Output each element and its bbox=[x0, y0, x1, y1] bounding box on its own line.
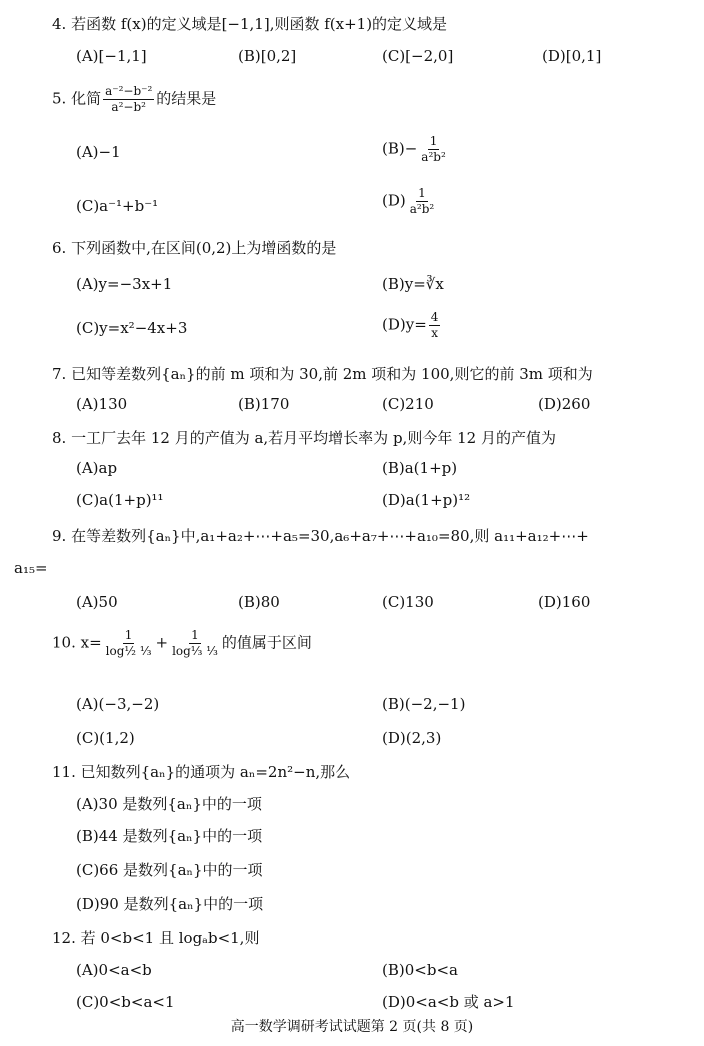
q6-option-d-den: x bbox=[431, 326, 438, 340]
q5-option-d-num: 1 bbox=[418, 186, 426, 200]
q7-stem: 7. 已知等差数列{aₙ}的前 m 项和为 30,前 2m 项和为 100,则它的前 3m 项和为 bbox=[52, 365, 593, 383]
q5-option-d-den: a²b² bbox=[409, 202, 435, 216]
q8-option-a: (A)ap bbox=[76, 459, 118, 477]
q12-option-c: (C)0<b<a<1 bbox=[76, 993, 175, 1011]
q10-stem bbox=[52, 628, 312, 659]
q5-option-b bbox=[382, 134, 450, 165]
q5-option-b-den: a²b² bbox=[421, 150, 446, 164]
q10-frac-1-den: log½ ⅓ bbox=[105, 644, 152, 658]
q10-frac-2 bbox=[170, 628, 220, 659]
q6-option-a: (A)y=−3x+1 bbox=[76, 275, 173, 293]
q12-option-b: (B)0<b<a bbox=[382, 961, 458, 979]
q6-option-d-num: 4 bbox=[430, 310, 439, 324]
q10-plus: + bbox=[155, 633, 169, 652]
q11-stem: 11. 已知数列{aₙ}的通项为 aₙ=2n²−n,那么 bbox=[52, 763, 351, 781]
q4-option-d: (D)[0,1] bbox=[542, 47, 602, 65]
q5-stem-suffix: 的结果是 bbox=[156, 89, 217, 108]
q10-suffix: 的值属于区间 bbox=[221, 633, 312, 652]
q5-option-d-frac bbox=[408, 186, 436, 217]
q5-frac-num: a⁻²−b⁻² bbox=[105, 84, 153, 98]
q6-option-b: (B)y=∛x bbox=[382, 275, 444, 293]
q5-stem-prefix: 5. 化简 bbox=[52, 89, 102, 108]
q5-option-b-prefix: (B)− bbox=[382, 139, 418, 158]
q10-frac-1 bbox=[104, 628, 154, 659]
q10-option-d: (D)(2,3) bbox=[382, 729, 442, 747]
q6-option-d-prefix: (D)y= bbox=[382, 315, 427, 334]
q8-option-d: (D)a(1+p)¹² bbox=[382, 491, 471, 509]
q10-prefix: 10. x= bbox=[52, 633, 102, 652]
q5-option-b-num: 1 bbox=[429, 134, 438, 148]
q5-option-c: (C)a⁻¹+b⁻¹ bbox=[76, 197, 159, 215]
q5-stem bbox=[52, 84, 216, 115]
q4-option-a: (A)[−1,1] bbox=[76, 47, 147, 65]
q12-stem: 12. 若 0<b<1 且 logₐb<1,则 bbox=[52, 929, 260, 947]
q5-option-d-prefix: (D) bbox=[382, 191, 406, 210]
q6-option-c: (C)y=x²−4x+3 bbox=[76, 319, 188, 337]
q11-option-a: (A)30 是数列{aₙ}中的一项 bbox=[76, 795, 262, 813]
q7-option-d: (D)260 bbox=[538, 395, 591, 413]
q5-option-a: (A)−1 bbox=[76, 143, 121, 161]
q9-stem-continued: a₁₅= bbox=[14, 559, 48, 577]
q5-option-b-frac bbox=[419, 134, 447, 165]
q12-option-a: (A)0<a<b bbox=[76, 961, 152, 979]
q9-option-c: (C)130 bbox=[382, 593, 434, 611]
q10-frac-2-den: log⅓ ⅓ bbox=[172, 644, 218, 658]
q8-stem: 8. 一工厂去年 12 月的产值为 a,若月平均增长率为 p,则今年 12 月的产值为 bbox=[52, 429, 556, 447]
q4-option-c: (C)[−2,0] bbox=[382, 47, 454, 65]
q10-frac-1-num: 1 bbox=[124, 628, 133, 642]
q10-option-b: (B)(−2,−1) bbox=[382, 695, 466, 713]
q5-option-d bbox=[382, 186, 438, 217]
q11-option-d: (D)90 是数列{aₙ}中的一项 bbox=[76, 895, 264, 913]
q5-fraction bbox=[103, 84, 154, 115]
q7-option-c: (C)210 bbox=[382, 395, 434, 413]
q6-option-d bbox=[382, 310, 442, 341]
q5-frac-den: a²−b² bbox=[111, 100, 146, 114]
q11-option-c: (C)66 是数列{aₙ}中的一项 bbox=[76, 861, 263, 879]
q10-frac-2-num: 1 bbox=[191, 628, 199, 642]
q10-option-c: (C)(1,2) bbox=[76, 729, 135, 747]
q10-option-a: (A)(−3,−2) bbox=[76, 695, 160, 713]
q7-option-b: (B)170 bbox=[238, 395, 290, 413]
q12-option-d: (D)0<a<b 或 a>1 bbox=[382, 993, 515, 1011]
q9-option-a: (A)50 bbox=[76, 593, 118, 611]
q8-option-b: (B)a(1+p) bbox=[382, 459, 458, 477]
q8-option-c: (C)a(1+p)¹¹ bbox=[76, 491, 164, 509]
q9-stem: 9. 在等差数列{aₙ}中,a₁+a₂+⋯+a₅=30,a₆+a₇+⋯+a₁₀=80,则 a₁₁+a₁₂+⋯+ bbox=[52, 527, 589, 545]
q11-option-b: (B)44 是数列{aₙ}中的一项 bbox=[76, 827, 263, 845]
q6-stem: 6. 下列函数中,在区间(0,2)上为增函数的是 bbox=[52, 239, 337, 257]
q9-option-b: (B)80 bbox=[238, 593, 280, 611]
q4-option-b: (B)[0,2] bbox=[238, 47, 297, 65]
q6-option-d-frac bbox=[429, 310, 441, 341]
q4-stem: 4. 若函数 f(x)的定义域是[−1,1],则函数 f(x+1)的定义域是 bbox=[52, 15, 448, 33]
q7-option-a: (A)130 bbox=[76, 395, 128, 413]
page-footer: 高一数学调研考试试题第 2 页(共 8 页) bbox=[230, 1019, 474, 1035]
q9-option-d: (D)160 bbox=[538, 593, 591, 611]
